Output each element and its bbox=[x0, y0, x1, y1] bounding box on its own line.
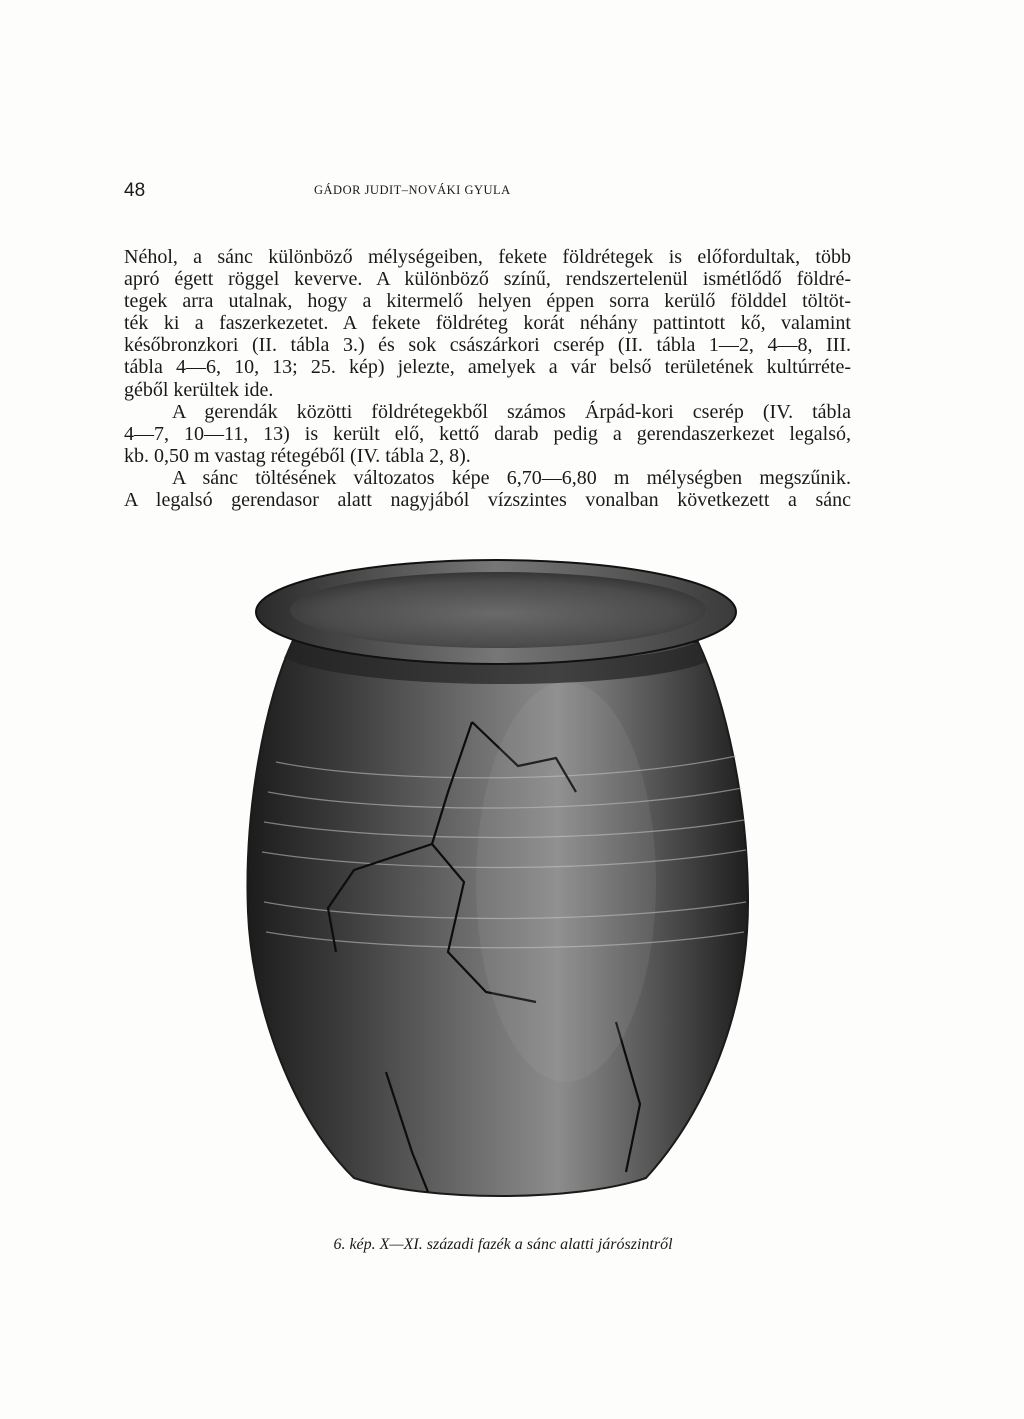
text-line: kb. 0,50 m vastag rétegéből (IV. tábla 2, 8). bbox=[124, 444, 471, 467]
text-line: tábla 4—6, 10, 13; 25. kép) jelezte, amelyek a vár belső területének kultúrréte- bbox=[124, 356, 851, 379]
text-line: ték ki a faszerkezetet. A fekete földréteg korát néhány pattintott kő, valamint bbox=[124, 312, 851, 335]
pot-photograph bbox=[236, 552, 764, 1200]
text-line: A sánc töltésének változatos képe 6,70—6,80 m mélységben megszűnik. bbox=[172, 466, 851, 489]
text-line: Néhol, a sánc különböző mélységeiben, fekete földrétegek is előfordultak, több bbox=[124, 246, 851, 268]
text-line: későbronzkori (II. tábla 3.) és sok császárkori cserép (II. tábla 1—2, 4—8, III. bbox=[124, 334, 851, 357]
page-number: 48 bbox=[124, 180, 146, 201]
text-line: 4—7, 10—11, 13) is került elő, kettő darab pedig a gerendaszerkezet legalsó, bbox=[124, 422, 851, 445]
paragraph bbox=[124, 246, 851, 401]
figure-caption: 6. kép. X—XI. századi fazék a sánc alatti járószintről bbox=[333, 1236, 673, 1253]
pot-highlight bbox=[476, 682, 656, 1082]
text-line: géből kerültek ide. bbox=[124, 378, 274, 401]
text-line: tegek arra utalnak, hogy a kitermelő helyen éppen sorra kerülő földdel töltöt- bbox=[124, 290, 851, 313]
text-line: A legalsó gerendasor alatt nagyjából vízszintes vonalban következett a sánc bbox=[124, 489, 851, 512]
paragraph bbox=[124, 401, 851, 467]
running-head: GÁDOR JUDIT–NOVÁKI GYULA bbox=[314, 183, 511, 197]
pot-illustration bbox=[236, 552, 764, 1200]
pot-mouth bbox=[290, 572, 706, 648]
text-line: A gerendák közötti földrétegekből számos Árpád-kori cserép (IV. tábla bbox=[172, 400, 851, 423]
text-line: apró égett röggel keverve. A különböző színű, rendszertelenül ismétlődő földré- bbox=[124, 268, 851, 291]
paragraph bbox=[124, 467, 851, 511]
body-text bbox=[124, 246, 851, 511]
